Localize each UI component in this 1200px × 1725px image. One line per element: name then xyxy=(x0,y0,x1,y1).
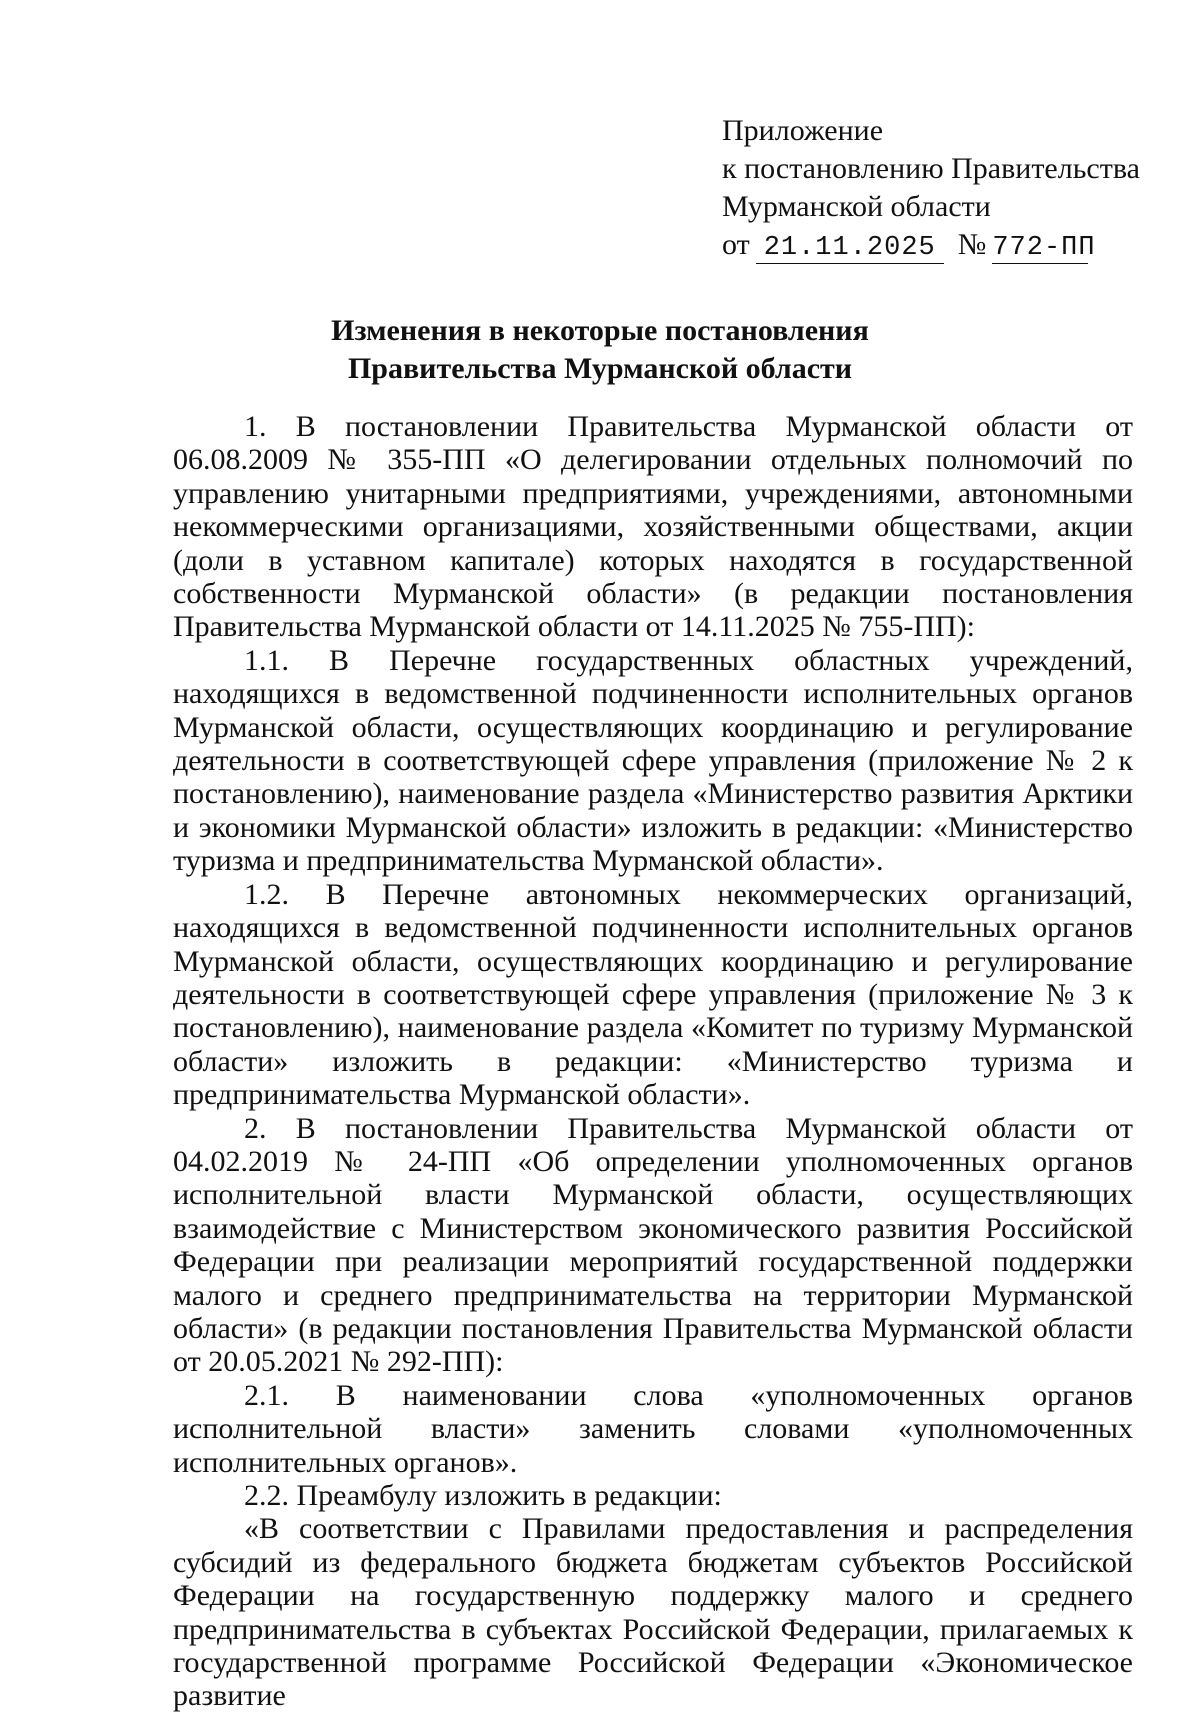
document-body xyxy=(173,410,1133,1713)
appendix-date-number-line xyxy=(722,226,1140,264)
appendix-heading: Приложение xyxy=(722,114,884,147)
appendix-date: 21.11.2025 xyxy=(756,233,944,264)
paragraph-1: 1. В постановлении Правительства Мурманской области от 06.08.2009 № 355-ПП «О делегировании отдельных полномочий по управлению унитарными предприятиями, учреждениями, автономными некоммерческими организациями, хозяйственными обществами, акции (доли в уставном капитале) которых находятся в государственной собственности Мурманской области» (в редакции постановления Правительства Мурманской области от 14.11.2025 № 755-ПП): xyxy=(173,410,1133,644)
paragraph-2-1: 2.1. В наименовании слова «уполномоченных органов исполнительной власти» заменить словами «уполномоченных исполнительных органов». xyxy=(173,1378,1133,1479)
document-title-line-1: Изменения в некоторые постановления xyxy=(331,314,869,347)
paragraph-2-2: 2.2. Преамбулу изложить в редакции: xyxy=(244,1479,722,1512)
appendix-from-label: от xyxy=(722,228,750,261)
appendix-block xyxy=(722,112,1140,264)
document-title xyxy=(0,312,1200,388)
appendix-number-label: № xyxy=(957,228,987,261)
document-title-line-2: Правительства Мурманской области xyxy=(347,352,853,385)
appendix-region: Мурманской области xyxy=(722,190,991,223)
paragraph-1-1: 1.1. В Перечне государственных областных учреждений, находящихся в ведомственной подчиненности исполнительных органов Мурманской области, осуществляющих координацию и регулирование деятельности в соответствующей сфере управления (приложение № 2 к постановлению), наименование раздела «Министерство развития Арктики и экономики Мурманской области» изложить в редакции: «Министерство туризма и предпринимательства Мурманской области». xyxy=(173,643,1133,878)
paragraph-preamble-quote: «В соответствии с Правилами предоставления и распределения субсидий из федерального бюджета бюджетам субъектов Российской Федерации на государственную поддержку малого и среднего предпринимательства в субъектах Российской Федерации, прилагаемых к государственной программе Российской Федерации «Экономическое развитие xyxy=(173,1512,1133,1713)
paragraph-1-2: 1.2. В Перечне автономных некоммерческих организаций, находящихся в ведомственной подчиненности исполнительных органов Мурманской области, осуществляющих координацию и регулирование деятельности в соответствующей сфере управления (приложение № 3 к постановлению), наименование раздела «Комитет по туризму Мурманской области» изложить в редакции: «Министерство туризма и предпринимательства Мурманской области». xyxy=(173,877,1133,1112)
appendix-number: 772-ПП xyxy=(992,233,1096,263)
appendix-reference: к постановлению Правительства xyxy=(722,152,1140,185)
paragraph-2: 2. В постановлении Правительства Мурманской области от 04.02.2019 № 24-ПП «Об определении уполномоченных органов исполнительной власти Мурманской области, осуществляющих взаимодействие с Министерством экономического развития Российской Федерации при реализации мероприятий государственной поддержки малого и среднего предпринимательства на территории Мурманской области» (в редакции постановления Правительства Мурманской области от 20.05.2021 № 292-ПП): xyxy=(173,1111,1133,1379)
